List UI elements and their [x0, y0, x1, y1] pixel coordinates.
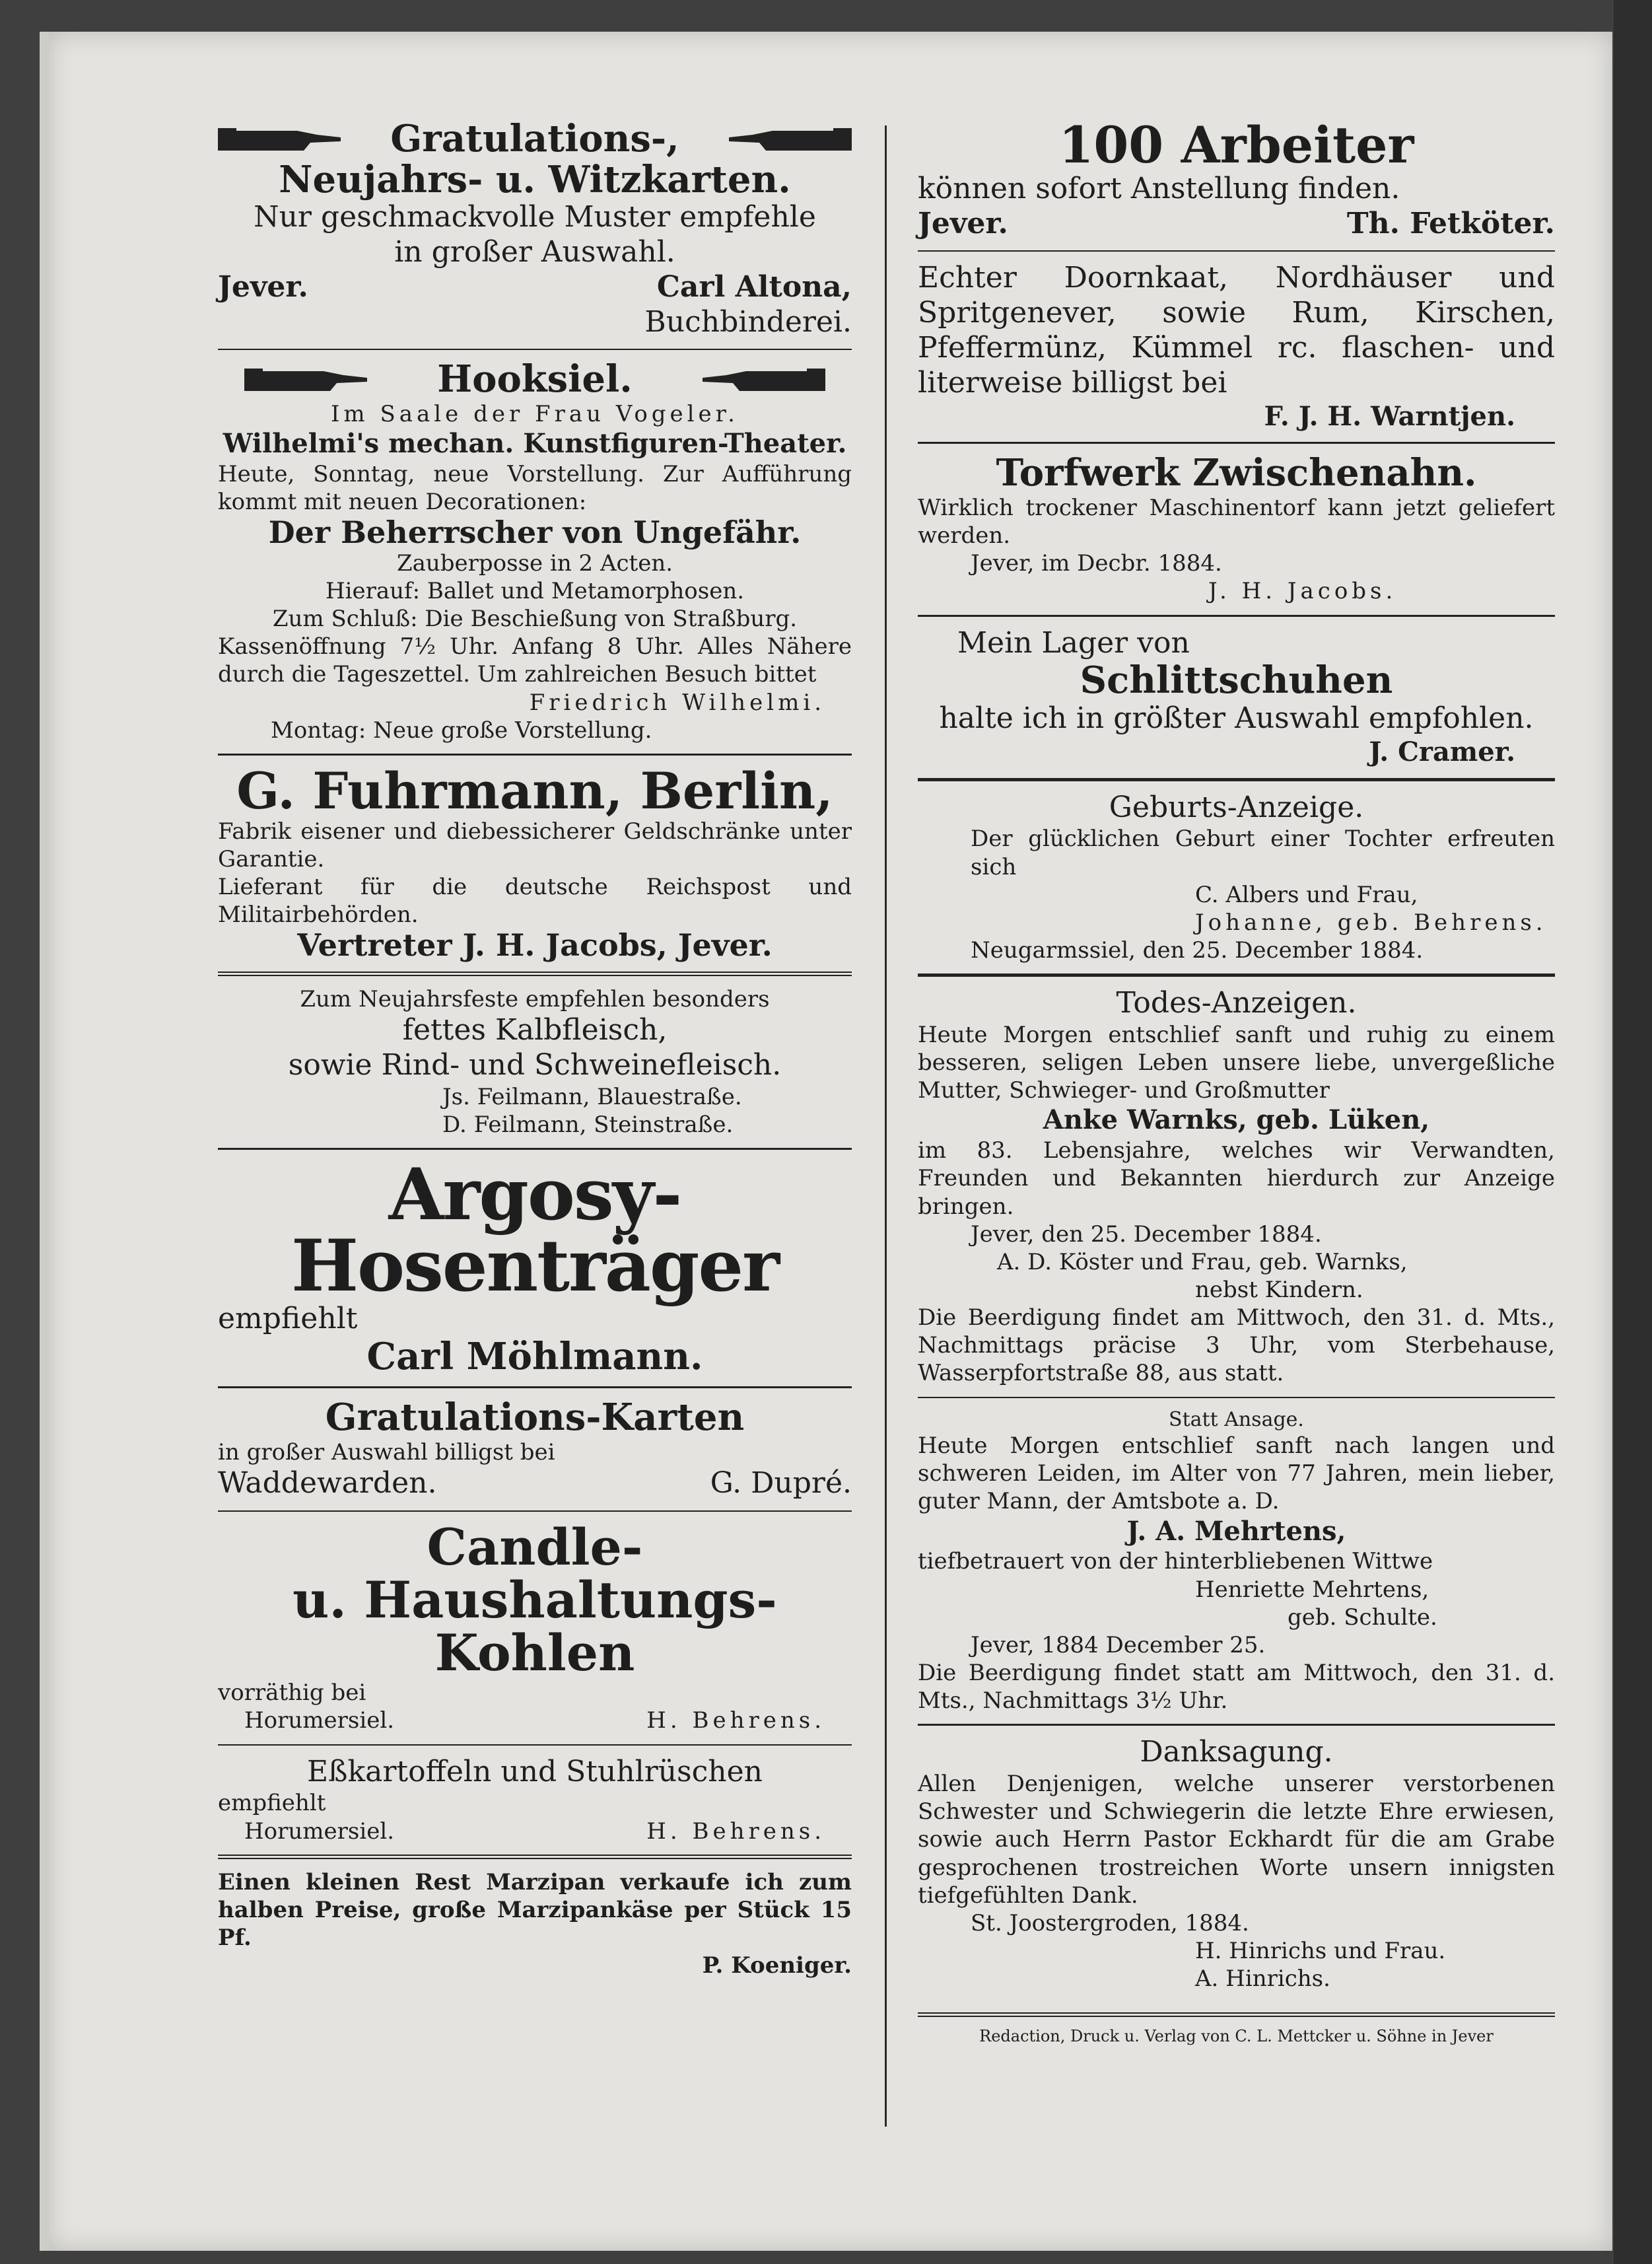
ad-title: Hooksiel.	[437, 357, 633, 402]
pointing-hand-right-icon	[218, 124, 343, 155]
ad-signature: H. Hinrichs und Frau.	[1195, 1938, 1446, 1965]
divider	[218, 1855, 852, 1859]
divider	[918, 1397, 1555, 1398]
ad-100-arbeiter	[918, 116, 1555, 241]
ad-name: Carl Altona,	[656, 269, 852, 304]
ad-title: Geburts-Anzeige.	[1109, 790, 1364, 824]
ad-deceased: Anke Warnks, geb. Lüken,	[1043, 1104, 1430, 1136]
ad-argosy-hosentraeger	[218, 1153, 852, 1378]
ad-name: H. Behrens.	[646, 1707, 825, 1734]
divider	[218, 349, 852, 350]
ad-text: Lieferant für die deutsche Reichspost und Militairbehörden.	[218, 874, 852, 929]
ad-kohlen-behrens	[218, 1517, 852, 1735]
ad-place: Waddewarden.	[218, 1466, 437, 1501]
ad-place: Jever.	[218, 269, 308, 304]
ad-todes-anzeige-mehrtens	[918, 1407, 1555, 1715]
divider	[218, 972, 852, 976]
ad-text: Allen Denjenigen, welche unserer verstorbenen Schwester und Schwiegerin die letzte Ehre erwiesen, sowie auch Herrn Pastor Eckhardt für die am Grabe gesprochenen trostreichen Worte unsern innigsten tiefgefühlten Dank.	[918, 1771, 1555, 1909]
ad-signature: A. D. Köster und Frau, geb. Warnks,	[997, 1248, 1408, 1275]
divider	[218, 1510, 852, 1512]
ad-name: Carl Möhlmann.	[366, 1334, 703, 1378]
ad-title: Danksagung.	[1140, 1735, 1333, 1769]
ad-text: empfiehlt	[218, 1302, 358, 1335]
ad-name: G. Dupré.	[710, 1466, 852, 1501]
ad-title: Eßkartoffeln und Stuhlrüschen	[306, 1754, 763, 1788]
ad-title: Gratulations-Karten	[325, 1396, 745, 1440]
ad-text: im 83. Lebensjahre, welches wir Verwandten, Freunden und Bekannten hierdurch zur Anzeige bringen.	[918, 1137, 1555, 1220]
ad-signature: D. Feilmann, Steinstraße.	[442, 1111, 734, 1138]
ad-text: tiefbetrauert von der hinterbliebenen Wittwe	[918, 1548, 1433, 1575]
ad-text: Kassenöffnung 7½ Uhr. Anfang 8 Uhr. Alles Nähere durch die Tageszettel. Um zahlreichen Besuch bittet	[218, 633, 852, 688]
ad-signature: nebst Kindern.	[1195, 1277, 1363, 1303]
divider	[218, 1148, 852, 1150]
ad-play: Der Beherrscher von Ungefähr.	[268, 514, 802, 551]
ad-text: empfiehlt	[218, 1790, 326, 1817]
ad-title: Argosy-Hosenträger	[291, 1153, 778, 1308]
left-column	[218, 119, 852, 1979]
ad-name: J. Cramer.	[1369, 736, 1515, 767]
ad-signature: geb. Schulte.	[1288, 1604, 1437, 1631]
ad-title: u. Haushaltungs-Kohlen	[293, 1570, 777, 1682]
ad-names: C. Albers und Frau,	[1195, 881, 1418, 908]
ad-theatre: Wilhelmi's mechan. Kunstfiguren-Theater.	[223, 428, 847, 460]
ad-text: Einen kleinen Rest Marzipan verkaufe ich zum halben Preise, große Marzipankäse per Stück 15 Pf.	[218, 1868, 852, 1952]
divider	[918, 2012, 1555, 2017]
ad-trade: Buchbinderei.	[644, 304, 852, 339]
divider	[918, 615, 1555, 617]
ad-text: Zum Schluß: Die Beschießung von Straßburg.	[272, 606, 798, 633]
right-column	[918, 116, 1555, 2047]
scan-border	[1614, 0, 1652, 2264]
ad-names: Johanne, geb. Behrens.	[1195, 909, 1547, 936]
ad-text: Heute, Sonntag, neue Vorstellung. Zur Aufführung kommt mit neuen Decorationen:	[218, 460, 852, 516]
ad-gratulations-karten-dupre	[218, 1397, 852, 1501]
ad-text: Nur geschmackvolle Muster empfehle	[254, 200, 816, 234]
ad-text: Echter Doornkaat, Nordhäuser und Spritgenever, sowie Rum, Kirschen, Pfeffermünz, Kümmel rc. flaschen- und literweise billigst bei	[918, 261, 1555, 400]
ad-signature: Henriette Mehrtens,	[1195, 1576, 1429, 1603]
ad-name: J. H. Jacobs.	[1208, 578, 1397, 605]
ad-place: Horumersiel.	[244, 1818, 395, 1845]
ad-hooksiel-theater	[218, 359, 852, 744]
divider	[218, 1744, 852, 1746]
ad-danksagung	[918, 1735, 1555, 1993]
ad-text: fettes Kalbfleisch,	[402, 1013, 668, 1047]
divider	[218, 754, 852, 756]
ad-name: P. Koeniger.	[702, 1952, 852, 1979]
ad-venue: Im Saale der Frau Vogeler.	[331, 400, 739, 427]
pointing-hand-left-icon	[726, 124, 852, 155]
ad-date: Neugarmssiel, den 25. December 1884.	[971, 937, 1424, 964]
ad-text: Zum Neujahrsfeste empfehlen besonders	[300, 985, 770, 1012]
ad-date: Jever, 1884 December 25.	[971, 1631, 1266, 1658]
ad-text: vorräthig bei	[218, 1680, 366, 1707]
ad-fuhrmann-berlin	[218, 761, 852, 964]
ad-date: St. Joostergroden, 1884.	[971, 1909, 1249, 1936]
ad-todes-anzeige-warnks	[918, 986, 1555, 1387]
ad-title: Schlittschuhen	[1080, 658, 1393, 703]
ad-gratulationskarten-altona	[218, 119, 852, 339]
ad-signature: A. Hinrichs.	[1195, 1965, 1330, 1993]
ad-title: Gratulations-,	[390, 117, 679, 160]
ad-marzipan-koeniger	[218, 1868, 852, 1980]
ad-text: Statt Ansage.	[1169, 1407, 1304, 1431]
divider	[918, 973, 1555, 977]
ad-text: Mein Lager von	[957, 625, 1190, 660]
ad-feilmann-fleisch	[218, 985, 852, 1139]
ad-representative: Vertreter J. H. Jacobs, Jever.	[297, 927, 773, 964]
ad-text: Die Beerdigung findet am Mittwoch, den 31. d. Mts., Nachmittags präcise 3 Uhr, vom Sterbehause, Wasserpfortstraße 88, aus statt.	[918, 1304, 1555, 1387]
ad-text: Wirklich trockener Maschinentorf kann jetzt geliefert werden.	[918, 494, 1555, 549]
ad-torfwerk-zwischenahn	[918, 453, 1555, 605]
ad-text: Montag: Neue große Vorstellung.	[271, 717, 652, 744]
ad-name: Th. Fetköter.	[1346, 206, 1555, 240]
imprint-footer: Redaction, Druck u. Verlag von C. L. Mettcker u. Söhne in Jever	[979, 2027, 1494, 2046]
ad-name: F. J. H. Warntjen.	[1264, 400, 1515, 432]
ad-deceased: J. A. Mehrtens,	[1126, 1515, 1346, 1547]
ad-geburts-anzeige	[918, 791, 1555, 965]
ad-text: Zauberposse in 2 Acten.	[396, 549, 673, 577]
ad-text: Fabrik eisener und diebessicherer Geldschränke unter Garantie.	[218, 818, 852, 872]
pointing-hand-right-icon	[244, 365, 370, 395]
ad-text: in großer Auswahl.	[394, 234, 675, 269]
ad-text: Hierauf: Ballet und Metamorphosen.	[325, 577, 745, 604]
ad-text: Heute Morgen entschlief sanft nach langen und schweren Leiden, im Alter von 77 Jahren, mein lieber, guter Mann, der Amtsbote a. D.	[918, 1433, 1555, 1515]
ad-signer: Friedrich Wilhelmi.	[529, 689, 825, 716]
ad-date: Jever, im Decbr. 1884.	[971, 550, 1222, 577]
ad-text: Heute Morgen entschlief sanft und ruhig zu einem besseren, seligen Leben unsere liebe, unvergeßliche Mutter, Schwieger- und Großmutter	[918, 1021, 1555, 1104]
ad-title: 100 Arbeiter	[1058, 116, 1414, 174]
ad-signature: Js. Feilmann, Blauestraße.	[442, 1083, 742, 1110]
ad-schlittschuhe-cramer	[918, 626, 1555, 769]
pointing-hand-left-icon	[700, 365, 825, 395]
ad-name: H. Behrens.	[646, 1818, 825, 1845]
divider	[918, 778, 1555, 781]
page-edge	[40, 32, 49, 2251]
ad-title: Todes-Anzeigen.	[1116, 986, 1357, 1020]
ad-text: Die Beerdigung findet statt am Mittwoch, den 31. d. Mts., Nachmittags 3½ Uhr.	[918, 1660, 1555, 1715]
ad-title: Torfwerk Zwischenahn.	[996, 451, 1477, 495]
ad-esskartoffeln-behrens	[218, 1755, 852, 1845]
divider	[918, 442, 1555, 444]
divider	[918, 250, 1555, 252]
divider	[918, 1724, 1555, 1726]
ad-text: Der glücklichen Geburt einer Tochter erfreuten sich	[971, 826, 1555, 880]
ad-text: in großer Auswahl billigst bei	[218, 1438, 555, 1466]
ad-subtitle: Neujahrs- u. Witzkarten.	[279, 157, 791, 201]
ad-place: Jever.	[918, 206, 1008, 240]
ad-text: können sofort Anstellung finden.	[918, 171, 1400, 205]
ad-date: Jever, den 25. December 1884.	[971, 1220, 1322, 1248]
ad-title: G. Fuhrmann, Berlin,	[236, 761, 833, 820]
ad-title: Candle-	[427, 1517, 643, 1576]
ad-place: Horumersiel.	[244, 1707, 395, 1734]
divider	[218, 1386, 852, 1388]
ad-text: sowie Rind- und Schweinefleisch.	[288, 1047, 782, 1082]
column-divider	[885, 125, 887, 2127]
ad-text: halte ich in größter Auswahl empfohlen.	[939, 701, 1534, 735]
ad-doornkaat-warntjen	[918, 261, 1555, 433]
